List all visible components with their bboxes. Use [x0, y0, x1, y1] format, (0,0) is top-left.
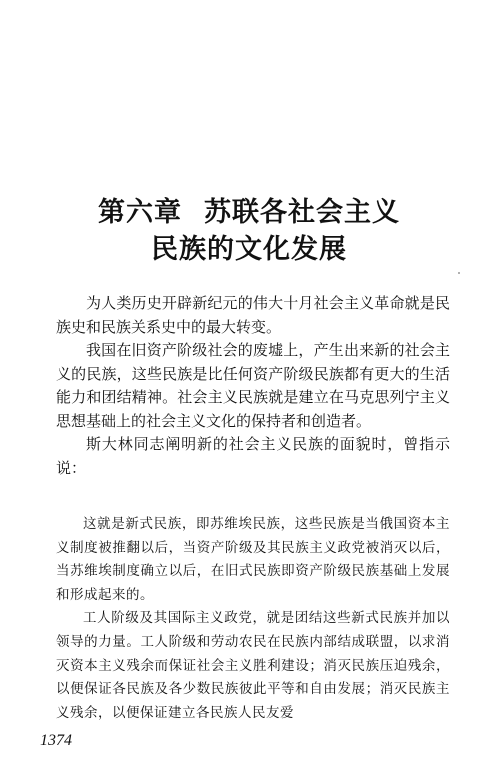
paragraph: 为人类历史开辟新纪元的伟大十月社会主义革命就是民族史和民族关系史中的最大转变。	[56, 294, 450, 336]
chapter-title-line-1	[0, 195, 498, 231]
paragraph: 我国在旧资产阶级社会的废墟上，产生出来新的社会主义的民族，这些民族是比任何资产阶级民族都有更大的生活能力和团结精神。社会主义民族就是建立在马克思列宁主义思想基础上的社会主义文化的保持者和创造者。	[56, 341, 450, 430]
scan-speck	[458, 272, 460, 274]
chapter-number: 第六章	[98, 197, 182, 228]
quote-paragraph: 工人阶级及其国际主义政党，就是团结这些新式民族并加以领导的力量。工人阶级和劳动农民在民族内部结成联盟，以求消灭资本主义残余而保证社会主义胜利建设；消灭民族压迫残余，以便保证各民族及各少数民族彼此平等和自由发展；消灭民族主义残余，以便保证建立各民族人民友爱	[56, 610, 450, 721]
chapter-title-text-1: 苏联各社会主义	[204, 197, 400, 228]
chapter-title-line-2: 民族的文化发展	[151, 234, 347, 265]
page-number: 1374	[40, 732, 72, 749]
quotation-block	[56, 513, 450, 725]
body-text	[56, 292, 450, 480]
quote-paragraph: 这就是新式民族，即苏维埃民族，这些民族是当俄国资本主义制度被推翻以后，当资产阶级及其民族主义政党被消灭以后，当苏维埃制度确立以后，在旧式民族即资产阶级民族基础上发展和形成起来的。	[56, 516, 450, 603]
paragraph: 斯大林同志阐明新的社会主义民族的面貌时，曾指示说：	[56, 435, 450, 477]
